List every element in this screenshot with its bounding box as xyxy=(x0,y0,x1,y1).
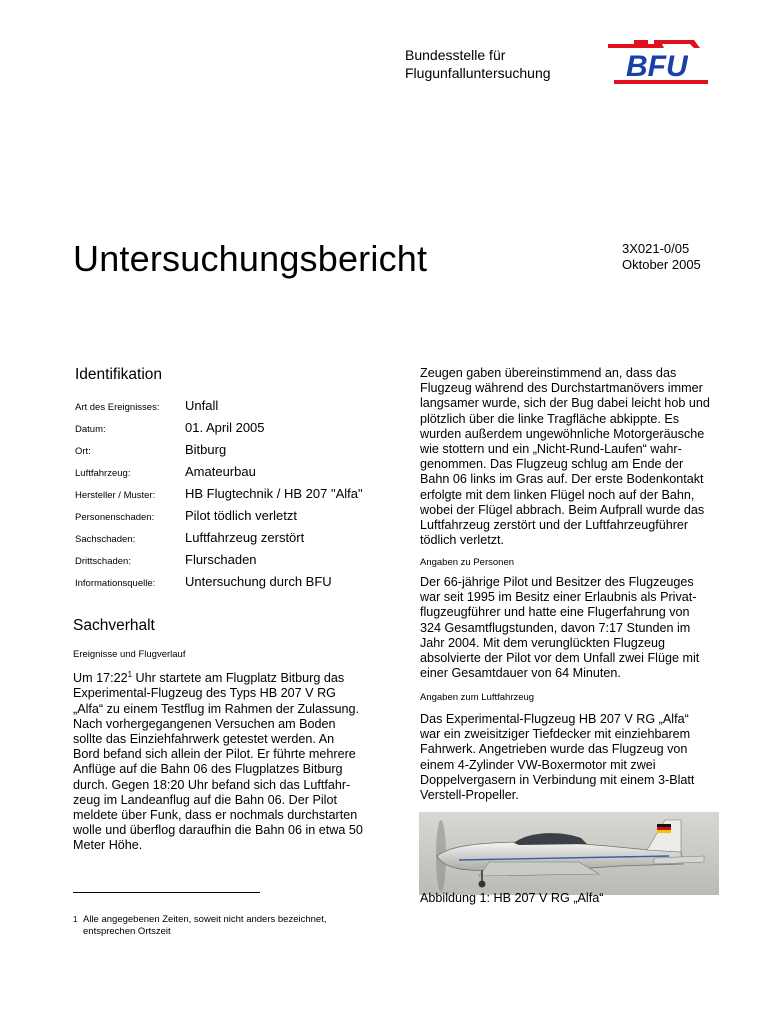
zeugen-line: Zeugen gaben übereinstimmend an, dass das xyxy=(420,366,677,380)
identification-label: Hersteller / Muster: xyxy=(75,490,156,501)
flugverlauf-line: Nach vorhergegangenen Versuchen am Boden xyxy=(73,716,336,731)
identification-value: Unfall xyxy=(185,398,219,413)
personen-line: war seit 1995 im Besitz einer Erlaubnis als Privat- xyxy=(420,590,697,605)
report-reference xyxy=(622,241,701,273)
identification-label: Sachschaden: xyxy=(75,534,136,545)
flugverlauf-line: sollte das Einziehfahrwerk getestet werden. An xyxy=(73,732,335,746)
personen-line: Der 66-jährige Pilot und Besitzer des Flugzeuges xyxy=(420,575,694,589)
identification-value: Pilot tödlich verletzt xyxy=(185,508,297,523)
flugverlauf-line: zeug im Landeanflug auf die Bahn 06. Der Pilot xyxy=(73,792,337,807)
identification-row xyxy=(75,530,395,552)
identification-value: HB Flugtechnik / HB 207 "Alfa" xyxy=(185,486,363,501)
identification-row xyxy=(75,420,395,442)
identification-value: Flurschaden xyxy=(185,552,257,567)
zeugen-paragraph xyxy=(420,366,720,548)
zeugen-line: Flugzeug während des Durchstartmanövers immer xyxy=(420,381,703,396)
luftfahrzeug-line: Verstell-Propeller. xyxy=(420,788,519,803)
identification-value: Luftfahrzeug zerstört xyxy=(185,530,305,545)
sachverhalt-heading: Sachverhalt xyxy=(73,617,155,634)
flugverlauf-line: Meter Höhe. xyxy=(73,838,143,853)
luftfahrzeug-line: einem 4-Zylinder VW-Boxermotor mit zwei xyxy=(420,757,656,772)
zeugen-line: langsamer wurde, sich der Bug dabei leicht hob und xyxy=(420,396,710,411)
identification-row xyxy=(75,464,395,486)
zeugen-line: plötzlich über die linke Tragfläche abkippte. Es xyxy=(420,411,680,426)
zeugen-line: wie stottern und ein „Nicht-Rund-Laufen“ wahr- xyxy=(420,442,682,457)
flugverlauf-line: wolle und überflog daraufhin die Bahn 06 in etwa 50 xyxy=(73,823,363,838)
zeugen-line: Bahn 06 links im Gras auf. Der erste Bodenkontakt xyxy=(420,472,704,487)
identification-row xyxy=(75,398,395,420)
identification-label: Personenschaden: xyxy=(75,512,155,523)
personen-line: flugzeugführer und hatte eine Flugerfahrung von xyxy=(420,605,690,620)
identification-label: Informationsquelle: xyxy=(75,578,156,589)
personen-subheading: Angaben zu Personen xyxy=(420,557,515,568)
flugverlauf-line: Anflüge auf die Bahn 06 des Flugplatzes Bitburg xyxy=(73,762,343,777)
footnote xyxy=(73,914,373,937)
identification-row xyxy=(75,552,395,574)
identification-value: 01. April 2005 xyxy=(185,420,265,435)
page-title: Untersuchungsbericht xyxy=(73,238,428,279)
footnote-rule xyxy=(73,892,260,893)
zeugen-line: genommen. Das Flugzeug schlug am Ende der xyxy=(420,457,684,472)
zeugen-line: wurden außerdem ungewöhnliche Motorgeräusche xyxy=(420,426,705,441)
identification-label: Datum: xyxy=(75,424,106,435)
logo-text: BFU xyxy=(626,50,688,83)
identification-row xyxy=(75,574,395,596)
flugverlauf-line: durch. Gegen 18:20 Uhr befand sich das Luftfahr- xyxy=(73,777,351,792)
luftfahrzeug-line: Fahrwerk. Angetrieben wurde das Flugzeug von xyxy=(420,742,688,757)
luftfahrzeug-paragraph xyxy=(420,712,720,803)
flugverlauf-line: meldete über Funk, dass er nochmals durchstarten xyxy=(73,808,358,823)
identification-row xyxy=(75,442,395,464)
zeugen-line: erfolgte mit dem linken Flügel noch auf der Bahn, xyxy=(420,487,695,502)
zeugen-line: tödlich verletzt. xyxy=(420,533,504,548)
ereignisse-subheading: Ereignisse und Flugverlauf xyxy=(73,649,186,660)
organization-line-2: Flugunfalluntersuchung xyxy=(405,65,551,81)
organization-line-1: Bundesstelle für xyxy=(405,47,506,63)
luftfahrzeug-line: Doppelvergasern in Verbindung mit einem 3-Blatt xyxy=(420,772,695,787)
flugverlauf-paragraph xyxy=(73,667,383,854)
footnote-line-2: entsprechen Ortszeit xyxy=(83,926,171,937)
identification-row xyxy=(75,508,395,530)
bfu-logo xyxy=(604,36,724,88)
luftfahrzeug-subheading: Angaben zum Luftfahrzeug xyxy=(420,692,535,703)
personen-line: 324 Gesamtflugstunden, davon 7:17 Stunden im xyxy=(420,620,691,635)
flugverlauf-line: „Alfa“ zu einem Testflug im Rahmen der Zulassung. xyxy=(73,701,360,716)
identification-value: Bitburg xyxy=(185,442,227,457)
identification-label: Art des Ereignisses: xyxy=(75,402,160,413)
luftfahrzeug-line: Das Experimental-Flugzeug HB 207 V RG „Alfa“ xyxy=(420,712,689,726)
flugverlauf-line-1: Um $17:22^1$ Uhr startete am Flugplatz Bitburg das xyxy=(73,670,345,686)
personen-line: Jahr 2004. Mit dem verunglückten Flugzeug xyxy=(420,635,666,650)
footnote-line-1: Alle angegebenen Zeiten, soweit nicht anders bezeichnet, xyxy=(83,914,327,925)
figure-caption: Abbildung 1: HB 207 V RG „Alfa“ xyxy=(420,891,604,905)
identification-row xyxy=(75,486,395,508)
identifikation-heading: Identifikation xyxy=(75,366,163,383)
personen-line: einer Gesamtdauer von 64 Minuten. xyxy=(420,666,621,681)
identification-label: Ort: xyxy=(75,446,91,457)
aircraft-photo xyxy=(419,812,719,895)
personen-line: absolvierte der Pilot vor dem Unfall zwei Flüge mit xyxy=(420,651,700,666)
identification-label: Drittschaden: xyxy=(75,556,131,567)
report-number: 3X021-0/05 xyxy=(622,241,690,256)
identification-label: Luftfahrzeug: xyxy=(75,468,131,479)
personen-paragraph xyxy=(420,575,720,681)
organization-name xyxy=(405,46,551,82)
report-date: Oktober 2005 xyxy=(622,257,701,272)
identification-value: Untersuchung durch BFU xyxy=(185,574,332,589)
footnote-mark: 1 xyxy=(73,915,78,924)
flugverlauf-line: Bord befand sich allein der Pilot. Er führte mehrere xyxy=(73,747,356,762)
zeugen-line: Luftfahrzeug zerstört und der Luftfahrzeugführer xyxy=(420,518,689,533)
luftfahrzeug-line: war ein zweisitziger Tiefdecker mit einziehbarem xyxy=(420,727,691,742)
identification-value: Amateurbau xyxy=(185,464,256,479)
flugverlauf-line: Experimental-Flugzeug des Typs HB 207 V RG xyxy=(73,686,336,701)
zeugen-line: wobei der Flügel abbrach. Beim Aufprall wurde das xyxy=(420,502,705,517)
